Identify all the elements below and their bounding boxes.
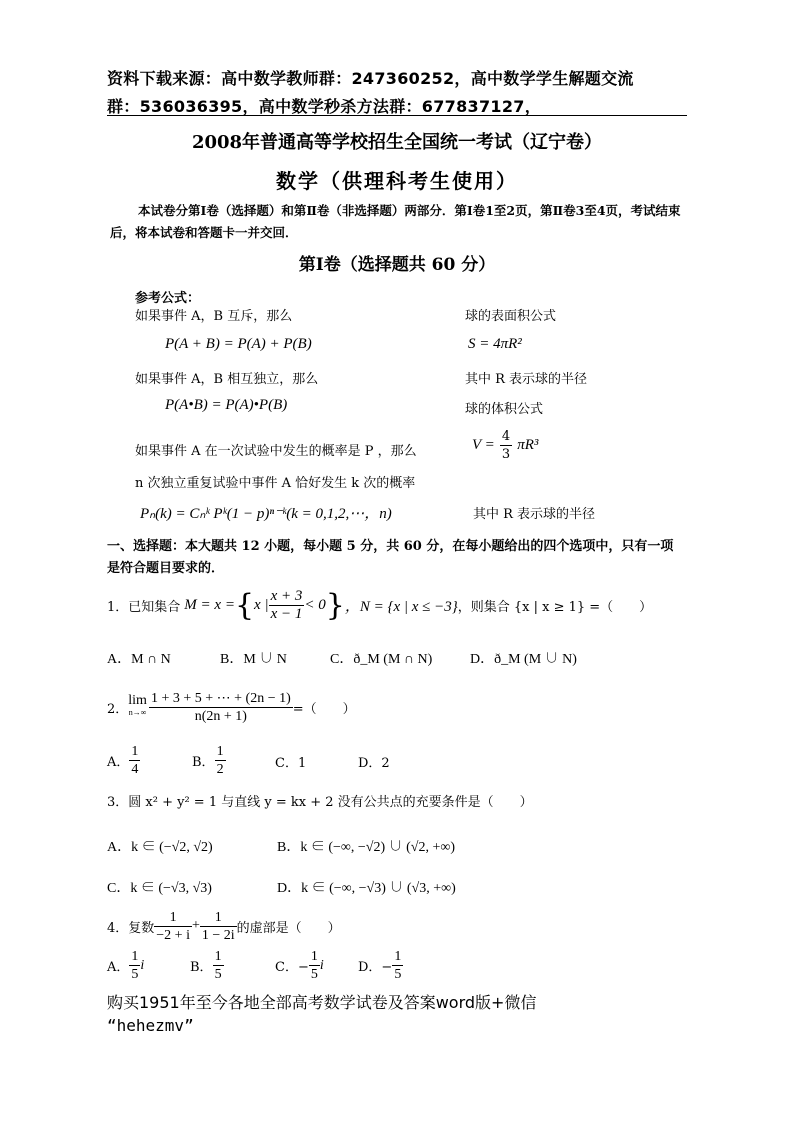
q1-pre: 已知集合 — [128, 599, 181, 615]
q2-b-den: 2 — [216, 762, 224, 777]
q4-c-label: C．− — [275, 960, 309, 975]
q1-cond-pre: x | — [254, 596, 269, 613]
q2-lim: lim — [128, 693, 147, 708]
q4-option-a — [107, 948, 144, 983]
q4-b-num: 1 — [214, 949, 222, 964]
exam-title: 2008年普通高等学校招生全国统一考试（辽宁卷） — [191, 132, 603, 153]
header-line-1: 资料下载来源：高中数学教师群：247360252，高中数学学生解题交流 — [107, 69, 634, 88]
q4-d-den: 5 — [394, 967, 402, 982]
q1-frac-den: x − 1 — [270, 605, 303, 622]
q2-a-den: 4 — [131, 762, 139, 777]
q4-a-label: A． — [107, 960, 130, 975]
volume-frac-den: 3 — [501, 447, 511, 462]
q4-f2-den: 1 − 2i — [201, 927, 235, 943]
q1-frac-num: x + 3 — [270, 587, 303, 604]
q4-option-b — [190, 948, 224, 983]
q1-set-m: M = x = — [184, 596, 235, 613]
q4-number: 4．复数 — [107, 920, 155, 936]
q4-c-den: 5 — [310, 967, 318, 982]
q4-f1-num: 1 — [154, 909, 192, 927]
volume-rhs: πR³ — [517, 437, 539, 453]
q2-option-a — [107, 743, 140, 778]
footer-line-1: 购买1951年至今各地全部高考数学试卷及答案word版+微信 — [107, 993, 537, 1012]
volume-lhs: V = — [472, 437, 495, 453]
formula-text-1: 如果事件 A，B 互斥，那么 — [135, 309, 293, 324]
q1-number: 1． — [107, 599, 129, 615]
q2-b-num: 1 — [216, 744, 224, 759]
formula-2: P(A•B) = P(A)•P(B) — [165, 397, 288, 413]
q4-a-num: 1 — [131, 949, 139, 964]
formula-1: P(A + B) = P(A) + P(B) — [165, 336, 312, 352]
exam-subtitle: 数学（供理科考生使用） — [276, 169, 518, 193]
formula-right-3: 球的体积公式 — [465, 402, 544, 417]
q3-option-d: D．k ∈ (−∞, −√3) ∪ (√3, +∞) — [277, 881, 456, 896]
q2-a-num: 1 — [131, 744, 139, 759]
formula-label: 参考公式： — [135, 291, 201, 306]
q2-frac-num: 1 + 3 + 5 + ⋯ + (2n − 1) — [150, 690, 291, 706]
part1-heading-1: 一、选择题：本大题共 12 小题，每小题 5 分，共 60 分，在每小题给出的四个选项中，只有一项 — [107, 539, 674, 554]
q3-option-a: A．k ∈ (−√2, √2) — [107, 840, 213, 855]
header-line-2: 群：536036395，高中数学秒杀方法群：677837127， — [107, 97, 541, 116]
q4-option-d — [358, 948, 403, 983]
q4-c-num: 1 — [310, 949, 318, 964]
volume-frac-num: 4 — [501, 429, 511, 444]
q1-option-c: C．ð_M (M ∩ N) — [330, 652, 433, 667]
q1-tail: ，则集合 {x | x ≥ 1} =（ ） — [457, 599, 653, 615]
q4-d-num: 1 — [394, 949, 402, 964]
question-1 — [107, 585, 652, 625]
question-2 — [107, 685, 356, 729]
part1-heading-2: 是符合题目要求的． — [107, 561, 225, 576]
exam-intro: 本试卷分第Ⅰ卷（选择题）和第Ⅱ卷（非选择题）两部分．第Ⅰ卷1至2页，第Ⅱ卷3至4页，考试结束后，将本试卷和答题卡一并交回． — [110, 203, 681, 240]
q1-option-a: A．M ∩ N — [107, 652, 171, 667]
formula-sphere-volume — [472, 428, 538, 463]
q2-option-c: C．1 — [275, 756, 307, 771]
formula-right-1: 球的表面积公式 — [465, 309, 557, 324]
q4-d-label: D．− — [358, 960, 393, 975]
q2-frac-den: n(2n + 1) — [194, 708, 247, 724]
q2-option-b — [192, 743, 226, 778]
q4-plus: + — [191, 918, 200, 933]
q4-b-den: 5 — [214, 967, 222, 982]
q1-option-b: B．M ∪ N — [220, 652, 287, 667]
q4-option-c — [275, 948, 324, 983]
q2-lim-sub: n→∞ — [128, 708, 147, 717]
formula-3: Pₙ(k) = Cₙᵏ Pᵏ(1 − p)ⁿ⁻ᵏ(k = 0,1,2,⋯，n) — [140, 506, 392, 522]
q4-tail: 的虚部是（ ） — [236, 920, 341, 936]
q4-a-suffix: i — [140, 957, 145, 973]
formula-text-4: n 次独立重复试验中事件 A 恰好发生 k 次的概率 — [135, 476, 416, 491]
q4-b-label: B． — [190, 960, 213, 975]
question-3: 3．圆 x² + y² = 1 与直线 y = kx + 2 没有公共点的充要条件是（ ） — [107, 795, 533, 810]
footer-line-2: “hehezmv” — [107, 1016, 194, 1035]
q1-set-n: ，N = {x | x ≤ −3} — [344, 598, 458, 615]
header-divider — [107, 115, 687, 116]
q2-b-label: B． — [192, 755, 215, 770]
formula-sphere-area: S = 4πR² — [468, 336, 522, 352]
q3-option-b: B．k ∈ (−∞, −√2) ∪ (√2, +∞) — [277, 840, 456, 855]
q1-cond-post: < 0 — [304, 596, 326, 613]
formula-right-4: 其中 R 表示球的半径 — [473, 507, 596, 522]
q1-brace-right: } — [325, 587, 345, 623]
q4-f2-num: 1 — [200, 909, 237, 927]
q2-option-d: D．2 — [358, 756, 390, 771]
q2-tail: =（ ） — [292, 701, 356, 717]
q4-c-suffix: i — [319, 957, 324, 973]
q2-number: 2． — [107, 701, 129, 717]
formula-right-2: 其中 R 表示球的半径 — [465, 372, 588, 387]
q3-option-c: C．k ∈ (−√3, √3) — [107, 881, 212, 896]
formula-text-2: 如果事件 A，B 相互独立，那么 — [135, 372, 319, 387]
q2-a-label: A． — [107, 755, 130, 770]
q1-option-d: D．ð_M (M ∪ N) — [470, 652, 577, 667]
section-title: 第Ⅰ卷（选择题共 60 分） — [298, 255, 496, 275]
formula-text-3: 如果事件 A 在一次试验中发生的概率是 P ，那么 — [135, 444, 417, 459]
q4-f1-den: −2 + i — [156, 927, 190, 943]
q1-brace-left: { — [234, 587, 255, 623]
q4-a-den: 5 — [131, 967, 139, 982]
question-4 — [107, 906, 341, 946]
